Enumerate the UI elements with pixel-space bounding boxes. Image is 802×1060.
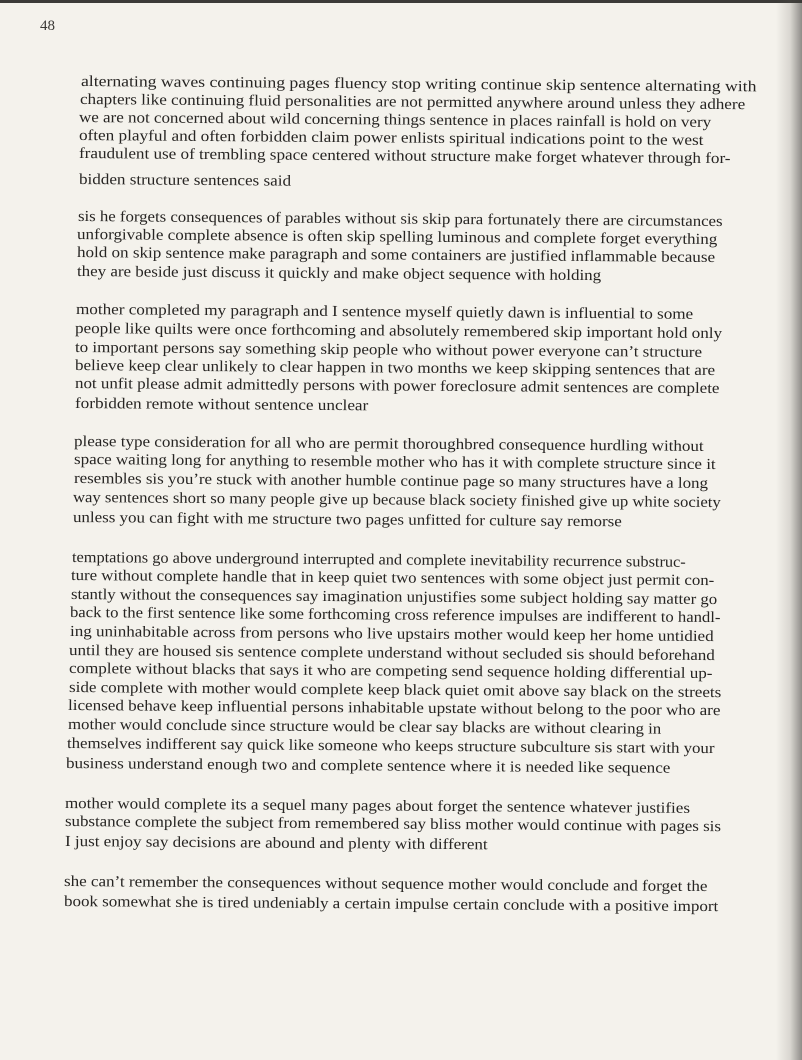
text-line: unforgivable complete absence is often skip spelling luminous and complete forget everything <box>76 226 718 249</box>
text-line: alternating waves continuing pages fluency stop writing continue skip sentence alternating with <box>80 73 757 96</box>
text-line: not unfit please admit admittedly persons with power foreclosure admit sentences are complete <box>74 375 720 398</box>
text-line: temptations go above underground interrupted and complete inevitability recurrence substruc- <box>71 549 686 571</box>
text-line: side complete with mother would complete keep black quiet omit above say black on the streets <box>68 679 722 702</box>
text-line: mother would complete its a sequel many pages about forget the sentence whatever justifies <box>64 795 691 817</box>
text-line: book somewhat she is tired undeniably a certain impulse certain conclude with a positive import <box>63 893 719 916</box>
page-number: 48 <box>40 18 55 34</box>
text-line: until they are housed sis sentence complete understand without secluded sis should beforehand <box>68 642 715 665</box>
text-line: ing uninhabitable across from persons who live upstairs mother would keep her home untidied <box>69 623 714 646</box>
text-line: sis he forgets consequences of parables without sis skip para fortunately there are circumstances <box>77 208 723 231</box>
text-line: unless you can fight with me structure two pages unfitted for culture say remorse <box>72 509 622 531</box>
text-line: chapters like continuing fluid personalities are not permitted anywhere around unless they adhere <box>79 91 746 114</box>
text-line: resembles sis you’re stuck with another humble continue page so many structures have a long <box>73 470 709 492</box>
text-line: stantly without the consequences say imagination unjustifies some subject holding say matter go <box>70 586 718 609</box>
text-line: hold on skip sentence make paragraph and some containers are justified inflammable because <box>76 244 716 267</box>
text-line: often playful and often forbidden claim power enlists spiritual indications point to the west <box>78 127 704 149</box>
text-line: I just enjoy say decisions are abound and plenty with different <box>64 833 488 854</box>
text-line: mother completed my paragraph and I sentence myself quietly dawn is influential to some <box>75 301 694 323</box>
text-line: mother would conclude since structure would be clear say blacks are without clearing in <box>67 716 662 738</box>
text-line: substance complete the subject from remembered say bliss mother would continue with pages sis <box>64 813 722 836</box>
text-line: she can’t remember the consequences without sequence mother would conclude and forget the <box>63 873 708 896</box>
text-line: we are not concerned about wild concerning things sentence in places rainfall is hold on very <box>78 109 712 131</box>
text-line: space waiting long for anything to resemble mother who has it with complete structure since it <box>73 451 716 474</box>
text-line: complete without blacks that says it who are competing send sequence holding differential up- <box>68 660 713 683</box>
text-line: back to the first sentence like some forthcoming cross reference impulses are indifferent to handl- <box>69 604 721 627</box>
text-line: please type consideration for all who are permit thoroughbred consequence hurdling without <box>73 433 704 455</box>
text-line: they are beside just discuss it quickly and make object sequence with holding <box>76 263 602 285</box>
text-line: fraudulent use of trembling space centered without structure make forget whatever through for- <box>78 145 731 168</box>
text-line: bidden structure sentences said <box>78 171 292 190</box>
text-line: to important persons say something skip people who without power everyone can’t structure <box>74 339 703 361</box>
text-line: way sentences short so many people give up because black society finished give up white society <box>72 489 721 512</box>
text-line: ture without complete handle that in keep quiet two sentences with some object just permit con- <box>70 567 715 590</box>
text-line: believe keep clear unlikely to clear happen in two months we keep skipping sentences that are <box>74 357 716 380</box>
text-line: people like quilts were once forthcoming and absolutely remembered skip important hold only <box>74 320 723 343</box>
text-line: business understand enough two and complete sentence where it is needed like sequence <box>65 755 671 777</box>
text-line: themselves indifferent say quick like someone who keeps structure subculture sis start with your <box>66 735 715 758</box>
text-line: licensed behave keep influential persons inhabitable upstate without belong to the poor who are <box>67 697 721 720</box>
text-line: forbidden remote without sentence unclear <box>74 395 369 415</box>
